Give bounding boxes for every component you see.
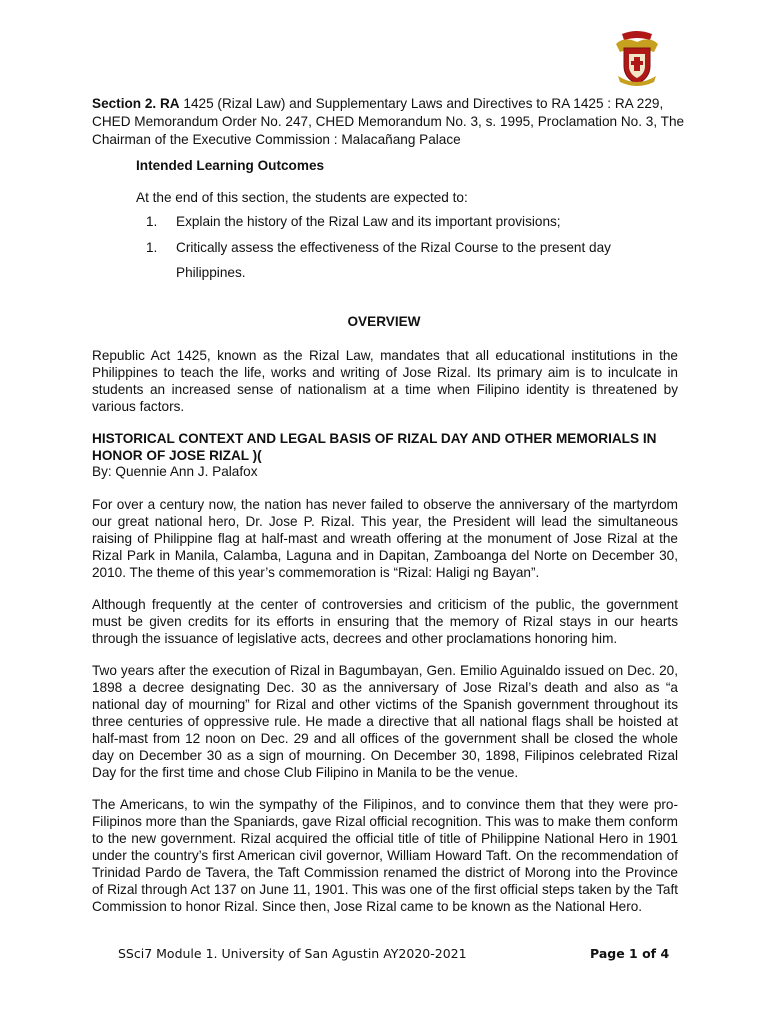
section-heading-text: 1425 (Rizal Law) and Supplementary Laws and Directives to RA 1425 : RA 229, CHED Memorandum Order No. 247, CHED Memorandum No. 3, s. 1995, Proclamation No. 3, The Chairman of the Executive Commission : Malacañang Palace <box>92 96 685 147</box>
history-paragraph-1: For over a century now, the nation has never failed to observe the anniversary of the martyrdom our great national hero, Dr. Jose P. Rizal. This year, the President will lead the simultaneous raising of Philippine flag at half-mast and wreath offering at the monument of Jose Rizal at the Rizal Park in Manila, Calamba, Laguna and in Dapitan, Zamboanga del Norte on December 30, 2010. The theme of this year’s commemoration is “Rizal: Haligi ng Bayan”. <box>92 497 678 580</box>
list-text: Critically assess the effectiveness of the Rizal Course to the present day <box>176 240 611 255</box>
learning-outcomes-title: Intended Learning Outcomes <box>136 158 325 173</box>
footer-module-label: SSci7 Module 1. University of San Agustin AY2020-2021 <box>118 946 467 961</box>
overview-paragraph: Republic Act 1425, known as the Rizal Law, mandates that all educational institutions in the Philippines to teach the life, works and writing of Jose Rizal. Its primary aim is to inculcate in students an increased sense of nationalism at a time when Filipino identity is threatened by various factors. <box>92 348 678 414</box>
list-number: 1. <box>146 240 158 255</box>
list-number: 1. <box>146 214 158 229</box>
overview-heading: OVERVIEW <box>347 314 421 329</box>
list-text: Explain the history of the Rizal Law and its important provisions; <box>176 214 561 229</box>
author-byline: By: Quennie Ann J. Palafox <box>92 464 258 479</box>
section-heading <box>92 95 692 149</box>
list-text-continuation: Philippines. <box>176 265 246 280</box>
history-paragraph-4: The Americans, to win the sympathy of the Filipinos, and to convince them that they were pro-Filipinos more than the Spaniards, gave Rizal official recognition. This was to make them conform to the new government. Rizal acquired the official title of title of Philippine National Hero in 1901 under the country’s first American civil governor, William Howard Taft. On the recommendation of Trinidad Pardo de Tavera, the Taft Commission renamed the district of Morong into the Province of Rizal through Act 137 on June 11, 1901. This was one of the first official steps taken by the Taft Commission to honor Rizal. Since then, Jose Rizal came to be known as the National Hero. <box>92 797 678 914</box>
history-paragraph-2: Although frequently at the center of controversies and criticism of the public, the government must be given credits for its efforts in ensuring that the memory of Rizal stays in our hearts through the issuance of legislative acts, decrees and other proclamations honoring him. <box>92 597 678 646</box>
learning-outcomes-intro: At the end of this section, the students are expected to: <box>136 190 468 205</box>
section-label: Section 2. RA <box>92 96 180 111</box>
history-paragraph-3: Two years after the execution of Rizal in Bagumbayan, Gen. Emilio Aguinaldo issued on Dec. 20, 1898 a decree designating Dec. 30 as the anniversary of Jose Rizal’s death and also as “a national day of mourning” for Rizal and other victims of the Spanish government throughout its three centuries of oppressive rule. He made a directive that all national flags shall be hoisted at half-mast from 12 noon on Dec. 29 and all offices of the government shall be closed the whole day on December 30 as a sign of mourning. On December 30, 1898, Filipinos celebrated Rizal Day for the first time and chose Club Filipino in Manila to be the venue. <box>92 663 678 780</box>
historical-context-heading: HISTORICAL CONTEXT AND LEGAL BASIS OF RIZAL DAY AND OTHER MEMORIALS IN HONOR OF JOSE RIZAL )( <box>92 431 657 463</box>
university-seal-icon <box>614 30 660 86</box>
footer-page-number: Page 1 of 4 <box>590 946 670 961</box>
